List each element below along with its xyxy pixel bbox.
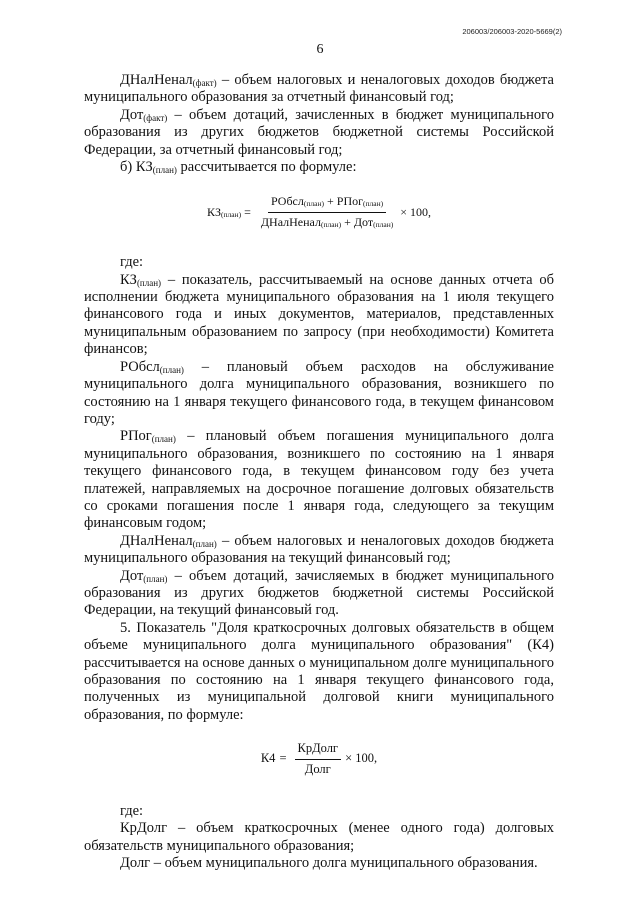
definition-robsl-plan	[84, 359, 554, 429]
where-label: где:	[120, 254, 144, 271]
definition-dot-plan	[84, 568, 554, 620]
formula-multiplier: × 100,	[400, 204, 432, 219]
formula-kz-plan	[84, 193, 554, 231]
document-body	[84, 72, 554, 873]
formula-numerator: КрДолг	[295, 740, 342, 759]
formula-subscript: (план)	[320, 219, 342, 229]
formula-denominator: Долг	[304, 761, 331, 776]
definition-text: – объем налоговых и неналоговых доходов бюджета муниципального образования за отчетный финансовый год;	[84, 72, 554, 106]
term: КрДолг	[120, 820, 168, 837]
term: КЗ	[120, 271, 137, 288]
term: РОбсл	[120, 358, 160, 375]
where-label: где:	[120, 803, 144, 820]
formula-symbol: РОбсл	[270, 194, 304, 209]
subscript: (план)	[152, 165, 177, 176]
term: ДНалНенал	[120, 72, 193, 88]
formula-lhs: К4	[260, 751, 276, 766]
formula-subscript: (план)	[373, 219, 394, 229]
formula-equals: =	[279, 751, 287, 766]
definition-dnalnenal-plan	[84, 533, 554, 568]
formula-numerator	[268, 193, 386, 212]
paragraph-kz-plan-intro	[84, 159, 554, 176]
definition-krdolg	[84, 820, 554, 855]
paragraph-dnalnenal-fact	[84, 72, 554, 107]
subscript: (план)	[192, 538, 217, 549]
definition-text: – показатель, рассчитываемый на основе данных отчета об исполнении бюджета муниципального образования на 1 июля текущего финансового года и иных документов, материалов, представленных муниципальным образованием по запросу (при необходимости) Комитета финансов;	[84, 271, 554, 358]
definition-text: – объем муниципального долга муниципального образования.	[150, 855, 538, 872]
paragraph-indicator-k4: 5. Показатель "Доля краткосрочных долговых обязательств в общем объеме муниципального долга муниципального образования" (К4) рассчитывается на основе данных о муниципальном долге муниципального образования по состоянию на 1 января текущего финансового года, полученных из муниципальной долговой книги муниципального образования, по формуле:	[84, 619, 554, 723]
term: ДНалНенал	[120, 532, 193, 549]
formula-operator: +	[323, 194, 337, 209]
definition-text: – объем дотаций, зачисленных в бюджет муниципального образования из других бюджетов бюджетной системы Российской Федерации, за отчетный финансовый год;	[84, 106, 554, 158]
subscript: (факт)	[143, 112, 168, 123]
formula-fraction	[295, 740, 342, 778]
term: Дот	[120, 106, 144, 123]
term: Дот	[120, 567, 144, 584]
term: б) КЗ	[120, 159, 153, 176]
subscript: (план)	[159, 364, 184, 375]
formula-subscript: (план)	[363, 199, 384, 209]
paragraph-text: рассчитывается по формуле:	[176, 159, 357, 176]
definition-dolg	[84, 855, 554, 872]
formula-denominator	[258, 213, 396, 231]
definition-rpog-plan	[84, 428, 554, 532]
formula-equals: =	[244, 204, 251, 219]
definition-text: – объем налоговых и неналоговых доходов бюджета муниципального образования на текущий финансовый год;	[84, 532, 554, 567]
formula-symbol: ДНалНенал	[260, 214, 321, 229]
subscript: (план)	[143, 573, 168, 584]
formula-symbol: Дот	[353, 214, 374, 229]
formula-symbol: РПог	[336, 194, 364, 209]
formula-subscript: (план)	[220, 209, 242, 219]
formula-operator: +	[341, 214, 354, 229]
formula-multiplier: × 100,	[345, 751, 378, 766]
page-number: 6	[316, 42, 324, 57]
subscript: (план)	[151, 434, 176, 445]
formula-k4	[84, 740, 554, 778]
formula-symbol: КЗ	[206, 204, 221, 219]
definition-text: – объем дотаций, зачисляемых в бюджет муниципального образования из других бюджетов бюджетной системы Российской Федерации, на текущий финансовый год.	[84, 567, 554, 619]
definition-text: – плановый объем погашения муниципального долга муниципального образования, возникшего по состоянию на 1 января текущего финансового года, в текущем финансовом году без учета платежей, направляемых на досрочное погашение долговых обязательств со сроками погашения после 1 января года, следующего за текущим финансовым годом;	[84, 428, 554, 532]
formula-subscript: (план)	[303, 199, 324, 209]
subscript: (факт)	[192, 78, 217, 88]
formula-lhs	[207, 204, 241, 221]
definition-text: – объем краткосрочных (менее одного года) долговых обязательств муниципального образования;	[84, 820, 554, 854]
definition-text: – плановый объем расходов на обслуживание муниципального долга муниципального образования, возникшего по состоянию на 1 января текущего финансового года, в текущем финансовом году;	[84, 358, 554, 427]
subscript: (план)	[136, 277, 162, 288]
term: РПог	[120, 428, 152, 445]
term: Долг	[120, 855, 151, 872]
paragraph-dot-fact	[84, 107, 554, 159]
document-code: 206003/206003-2020-5669(2)	[462, 27, 562, 36]
formula-fraction	[258, 193, 396, 231]
definition-kz-plan	[84, 272, 554, 359]
